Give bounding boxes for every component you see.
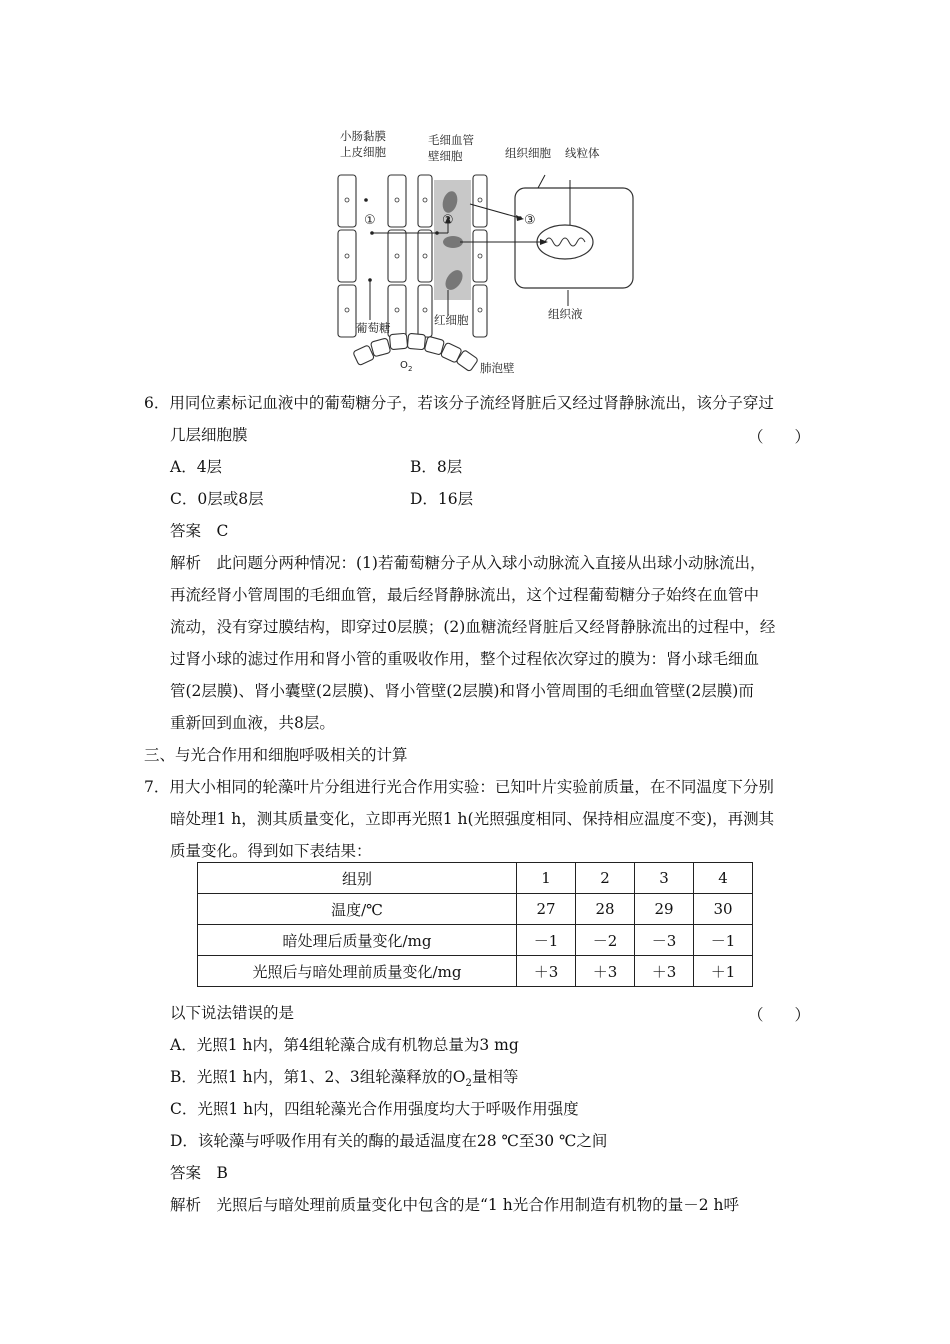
label-mitochondria: 线粒体 — [565, 146, 600, 160]
table-cell: 29 — [635, 894, 694, 925]
q7-analysis-line: 解析 光照后与暗处理前质量变化中包含的是“1 h光合作用制造有机物的量－2 h呼 — [170, 1196, 739, 1214]
table-cell: ＋3 — [576, 956, 635, 987]
results-table — [197, 862, 753, 987]
q6-option-c: C．0层或8层 — [170, 490, 264, 508]
table-cell: 30 — [694, 894, 753, 925]
table-cell: 1 — [517, 863, 576, 894]
table-row-label: 光照后与暗处理前质量变化/mg — [198, 956, 517, 987]
table-cell: 3 — [635, 863, 694, 894]
q6-answer: 答案 C — [170, 522, 229, 540]
table-cell: 2 — [576, 863, 635, 894]
q6-option-b: B．8层 — [410, 458, 463, 476]
q6-analysis-line: 过肾小球的滤过作用和肾小管的重吸收作用，整个过程依次穿过的膜为：肾小球毛细血 — [170, 650, 760, 668]
table-cell: ＋1 — [694, 956, 753, 987]
label-intestine-1: 小肠黏膜 — [340, 129, 386, 143]
q6-analysis-line: 流动，没有穿过膜结构，即穿过0层膜；(2)血糖流经肾脏后又经肾静脉流出的过程中，经 — [170, 618, 776, 636]
q7-option-a: A．光照1 h内，第4组轮藻合成有机物总量为3 mg — [170, 1036, 519, 1054]
diagram-svg — [320, 120, 650, 380]
q6-analysis-line: 重新回到血液，共8层。 — [170, 714, 335, 732]
label-alveolus-wall: 肺泡壁 — [480, 361, 515, 375]
label-tissue-fluid: 组织液 — [548, 307, 583, 321]
table-cell: 27 — [517, 894, 576, 925]
marker-1: ① — [364, 213, 376, 228]
table-cell: 4 — [694, 863, 753, 894]
table-cell: －2 — [576, 925, 635, 956]
q7-stem-line: 暗处理1 h，测其质量变化，立即再光照1 h(光照强度相同、保持相应温度不变)，再测其 — [170, 810, 775, 828]
table-cell: －1 — [694, 925, 753, 956]
q7-option-c: C．光照1 h内，四组轮藻光合作用强度均大于呼吸作用强度 — [170, 1100, 579, 1118]
q7-option-d: D．该轮藻与呼吸作用有关的酶的最适温度在28 ℃至30 ℃之间 — [170, 1132, 608, 1150]
label-o2: O — [400, 360, 408, 371]
q6-stem-line2: 几层细胞膜 — [170, 426, 248, 444]
q7-question: 以下说法错误的是 — [170, 1004, 295, 1022]
alveolus-wall-cells — [353, 333, 479, 371]
table-cell: ＋3 — [635, 956, 694, 987]
q7-answer: 答案 B — [170, 1164, 228, 1182]
q7-option-b-subscript: 2 — [465, 1078, 472, 1090]
q7-option-b-tail: 量相等 — [471, 1068, 519, 1086]
q7-option-b-text: B．光照1 h内，第1、2、3组轮藻释放的O — [170, 1068, 466, 1086]
table-cell: －3 — [635, 925, 694, 956]
q7-stem-line: 质量变化。得到如下表结果： — [170, 842, 372, 860]
membrane-diagram — [320, 120, 650, 380]
table-row-label: 组别 — [198, 863, 517, 894]
table-row-label: 暗处理后质量变化/mg — [198, 925, 517, 956]
q7-paren: （ ） — [748, 1006, 811, 1024]
label-capillary-2: 壁细胞 — [428, 149, 463, 163]
section-heading: 三、与光合作用和细胞呼吸相关的计算 — [144, 746, 408, 764]
q6-stem-line1: 6．用同位素标记血液中的葡萄糖分子，若该分子流经肾脏后又经过肾静脉流出，该分子穿过 — [144, 394, 774, 412]
q7-stem-line: 7．用大小相同的轮藻叶片分组进行光合作用实验：已知叶片实验前质量，在不同温度下分别 — [144, 778, 774, 796]
label-tissue-cell: 组织细胞 — [505, 146, 551, 160]
q6-analysis-line: 管(2层膜)、肾小囊壁(2层膜)、肾小管壁(2层膜)和肾小管周围的毛细血管壁(2层膜)而 — [170, 682, 754, 700]
table-row — [198, 956, 753, 987]
q6-analysis-line: 再流经肾小管周围的毛细血管，最后经肾静脉流出，这个过程葡萄糖分子始终在血管中 — [170, 586, 760, 604]
marker-2: ② — [442, 213, 454, 228]
q6-paren: （ ） — [748, 428, 811, 446]
label-capillary-1: 毛细血管 — [428, 133, 474, 147]
label-intestine-2: 上皮细胞 — [340, 145, 386, 159]
table-row — [198, 863, 753, 894]
label-red-cell: 红细胞 — [434, 313, 469, 327]
table-row-label: 温度/℃ — [198, 894, 517, 925]
q6-option-d: D．16层 — [410, 490, 474, 508]
q6-analysis-line: 解析 此问题分两种情况：(1)若葡萄糖分子从入球小动脉流入直接从出球小动脉流出， — [170, 554, 766, 572]
q7-option-b — [170, 1067, 518, 1094]
table-cell: ＋3 — [517, 956, 576, 987]
table-row — [198, 925, 753, 956]
label-glucose: 葡萄糖 — [356, 321, 391, 335]
table-cell: 28 — [576, 894, 635, 925]
label-o2-sub: 2 — [408, 365, 413, 373]
table-row — [198, 894, 753, 925]
table-cell: －1 — [517, 925, 576, 956]
q6-option-a: A．4层 — [170, 458, 223, 476]
marker-3: ③ — [524, 213, 536, 228]
